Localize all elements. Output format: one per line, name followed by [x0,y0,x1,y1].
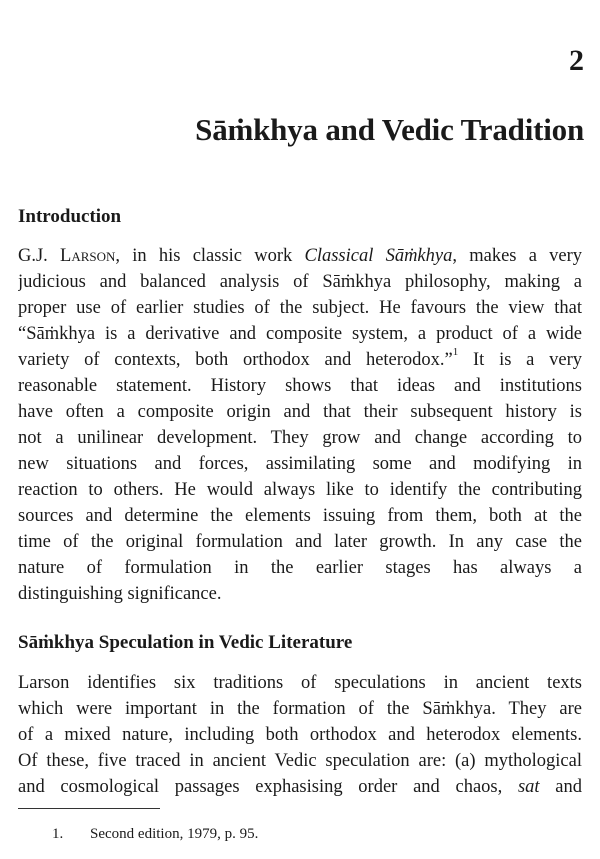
footnote-divider [18,808,160,809]
paragraph-line: new situations and forces, assimilating some and modifying in [18,454,582,474]
paragraph-line: time of the original formulation and later growth. In any case the [18,532,582,552]
footnote-marker: 1 [452,347,459,358]
paragraph-line: Larson identifies six traditions of speculations in ancient texts [18,673,582,693]
text-run: and cosmological passages exphasising order and chaos, [18,777,518,797]
paragraph-line: distinguishing significance. [18,584,222,604]
text-run: , makes a very [452,246,582,266]
text-run: variety of contexts, both orthodox and heterodox.” [18,350,453,370]
paragraph-line [18,774,582,800]
vedic-literature-paragraph [18,670,582,800]
paragraph-line: not a unilinear development. They grow and change according to [18,428,582,448]
book-title: Classical Sāṁkhya [304,246,453,266]
paragraph-line: sources and determine the elements issuing from them, both at the [18,506,582,526]
paragraph-line: have often a composite origin and that their subsequent history is [18,402,582,422]
paragraph-line: proper use of earlier studies of the subject. He favours the view that [18,298,582,318]
paragraph-line: “Sāṁkhya is a derivative and composite system, a product of a wide [18,324,582,344]
footnote-text: Second edition, 1979, p. 95. [90,826,259,842]
paragraph-line: nature of formulation in the earlier stages has always a [18,558,582,578]
chapter-number: 2 [569,44,584,77]
paragraph-line: which were important in the formation of the Sāṁkhya. They are [18,699,582,719]
text-run: G.J. [18,246,61,266]
paragraph-line: judicious and balanced analysis of Sāṁkhya philosophy, making a [18,272,582,292]
author-name: Larson [60,246,116,266]
text-run: , in his classic work [115,246,305,266]
introduction-paragraph [18,243,582,607]
section-heading-vedic-literature: Sāṁkhya Speculation in Vedic Literature [18,632,353,653]
section-heading-introduction: Introduction [18,206,122,227]
paragraph-line: of a mixed nature, including both orthodox and heterodox elements. [18,725,582,745]
footnote-number: 1. [52,826,64,842]
footnote [52,826,258,843]
chapter-title: Sāṁkhya and Vedic Tradition [195,112,584,147]
paragraph-line: reaction to others. He would always like to identify the contributing [18,480,582,500]
term-sat: sat [517,777,540,797]
text-run: and [539,777,582,797]
text-run: It is a very [458,350,582,370]
paragraph-line: reasonable statement. History shows that ideas and institutions [18,376,582,396]
paragraph-line [18,243,582,269]
paragraph-line: Of these, five traced in ancient Vedic speculation are: (a) mythological [18,751,582,771]
paragraph-line [18,347,582,373]
